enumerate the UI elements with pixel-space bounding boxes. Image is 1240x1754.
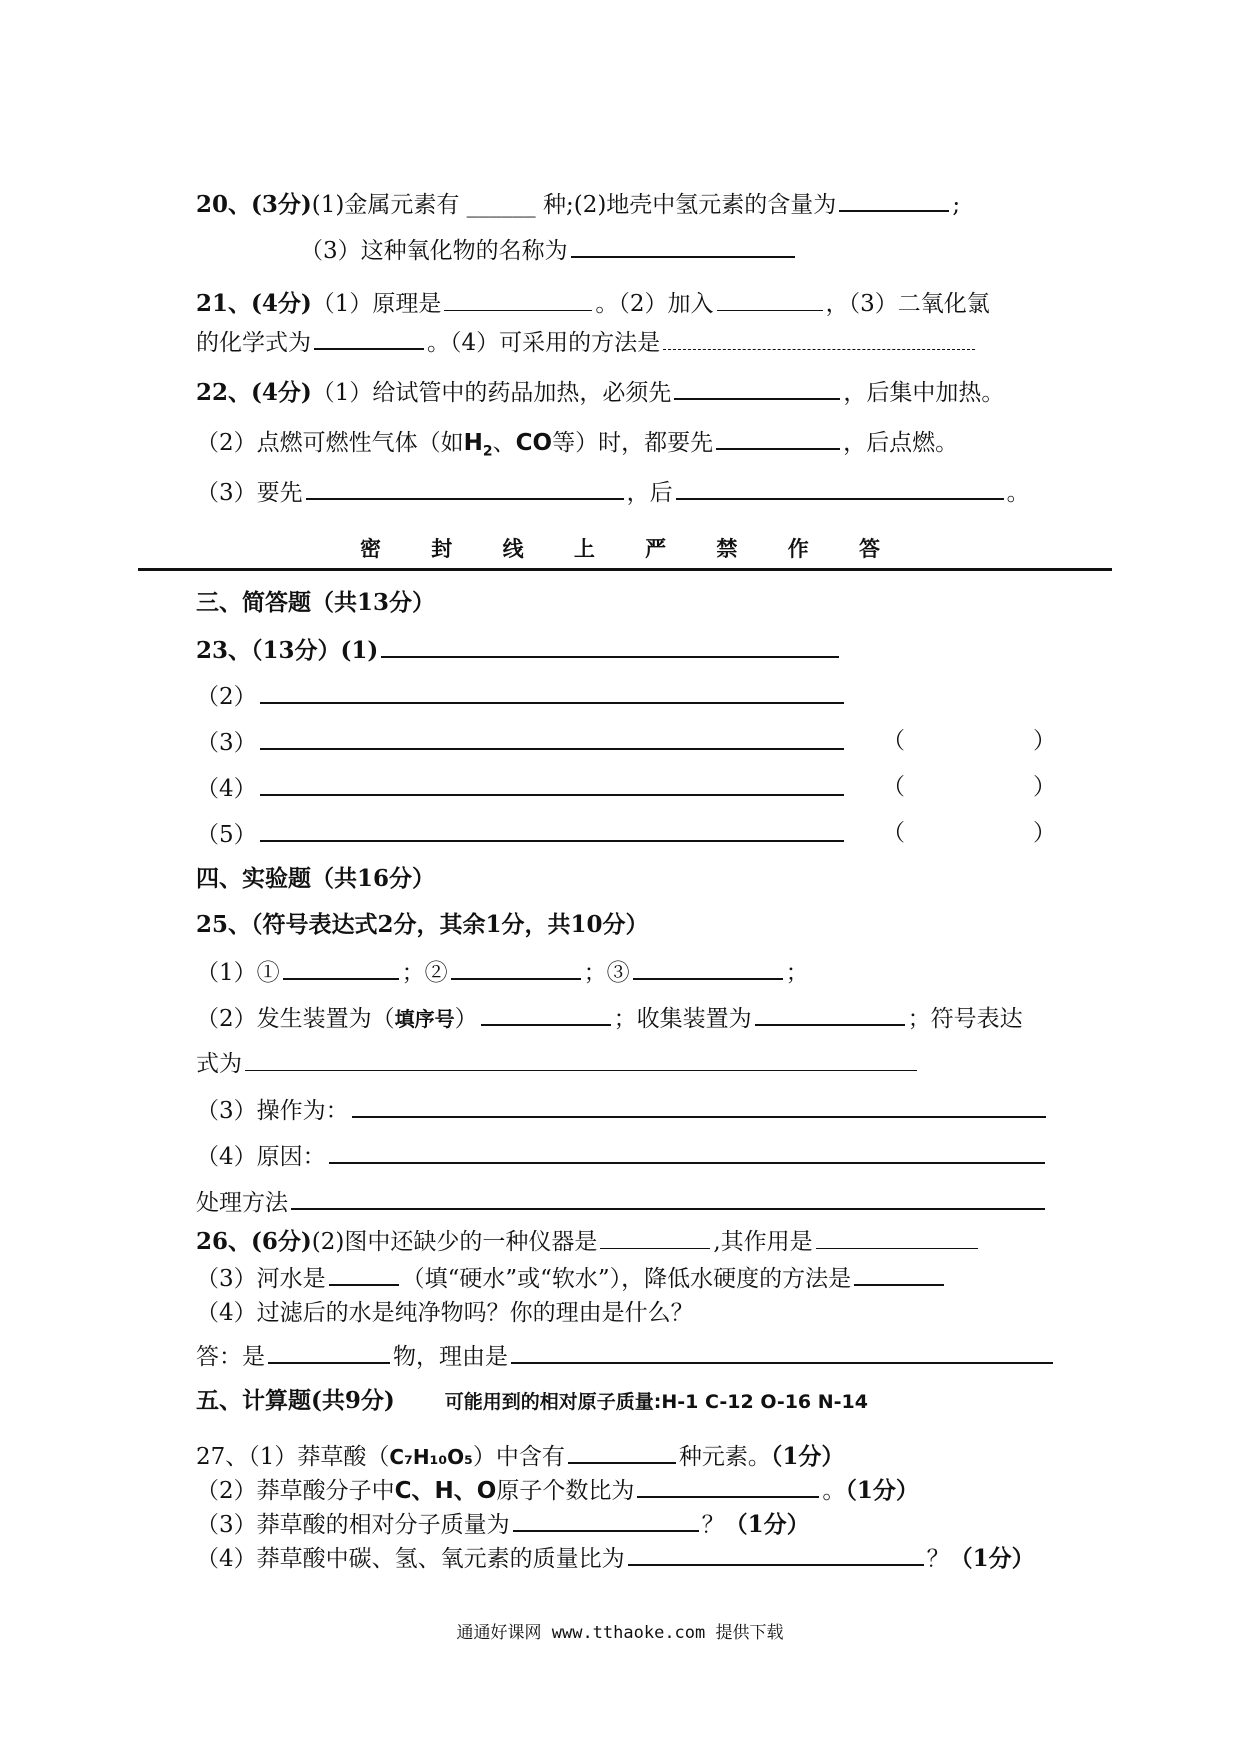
seal-char: 禁	[716, 537, 738, 561]
seal-char: 线	[502, 537, 524, 561]
question-text: ，后点燃。	[843, 430, 959, 456]
formula-shikimic-acid: C₇H₁₀O₅	[389, 1445, 473, 1469]
question-number: 26、(6分)	[196, 1228, 312, 1255]
item-label: ；②	[401, 960, 448, 986]
answer-paren[interactable]: （ ）	[882, 774, 1056, 800]
seal-char: 严	[645, 537, 667, 561]
score-label: （1分）	[845, 1477, 919, 1504]
question-text: ,其作用是	[713, 1229, 813, 1255]
answer-blank[interactable]	[663, 327, 975, 350]
atom-symbols: C、H、O	[394, 1478, 497, 1504]
answer-blank[interactable]	[381, 634, 839, 658]
answer-paren[interactable]: （ ）	[882, 728, 1056, 754]
question-25-line-3	[196, 1048, 920, 1079]
seal-char: 作	[787, 537, 809, 561]
question-27-line-3	[196, 1508, 810, 1540]
question-text: 答：是	[196, 1344, 265, 1370]
seal-char: 封	[431, 537, 453, 561]
punctuation: 。	[822, 1478, 846, 1504]
answer-blank[interactable]	[568, 1440, 676, 1464]
question-text: （2）点燃可燃性气体（如	[196, 430, 464, 456]
question-text: 种元素。	[678, 1444, 771, 1470]
seal-char: 密	[360, 537, 381, 561]
question-text: （2）发生装置为（	[196, 1006, 395, 1032]
question-number: 20、(3分)	[196, 191, 312, 218]
answer-blank[interactable]	[260, 772, 844, 796]
item-label: （1）①	[196, 960, 280, 986]
question-27-line-4	[196, 1542, 1035, 1574]
question-25-header: 25、（符号表达式2分，其余1分，共10分）	[196, 911, 649, 938]
question-23-line-2	[196, 680, 847, 712]
question-text: 等）时，都要先	[552, 430, 714, 456]
question-text: （3）莽草酸的相对分子质量为	[196, 1512, 510, 1538]
question-20-line-2	[300, 234, 798, 266]
question-27-line-2	[196, 1474, 919, 1506]
question-text: ；符号表达	[907, 1006, 1023, 1032]
question-text: （4）莽草酸中碳、氢、氧元素的质量比为	[196, 1546, 625, 1572]
question-25-line-2	[196, 1002, 1023, 1034]
answer-blank[interactable]	[245, 1048, 917, 1071]
score-label: （1分）	[949, 1545, 1035, 1572]
emphasis-text: 填序号	[394, 1007, 455, 1031]
footer-download-note: 通通好课网 www.tthaoke.com 提供下载	[456, 1623, 784, 1643]
formula-h2: $H_2$	[463, 430, 493, 460]
seal-divider	[138, 568, 1112, 571]
seal-char: 答	[858, 537, 880, 561]
question-text: 式为	[196, 1051, 242, 1077]
answer-blank[interactable]	[444, 288, 592, 311]
question-text: ；收集装置为	[613, 1006, 752, 1032]
question-23-line-4	[196, 772, 847, 804]
separator: 、	[492, 430, 516, 456]
question-23-line-5	[196, 818, 847, 850]
formula-co: CO	[515, 430, 553, 456]
question-text: (2)图中还缺少的一种仪器是	[311, 1229, 598, 1255]
item-label: （5）	[196, 822, 257, 848]
score-label: （1分）	[770, 1443, 845, 1470]
answer-blank[interactable]	[268, 1340, 390, 1364]
question-number: 23、（13分）(1)	[196, 637, 379, 664]
answer-blank[interactable]	[511, 1340, 1053, 1364]
answer-blank[interactable]	[571, 234, 795, 258]
question-26-line-3: （4）过滤后的水是纯净物吗？你的理由是什么？	[196, 1300, 694, 1326]
question-text: ）	[454, 1006, 478, 1032]
question-text: 处理方法	[196, 1190, 288, 1216]
question-text: （1）原理是	[311, 291, 442, 317]
answer-blank[interactable]	[717, 288, 823, 311]
seal-line-text	[360, 533, 880, 563]
question-22-line-2	[196, 426, 958, 467]
question-21-line-2	[196, 326, 978, 358]
question-25-line-1	[196, 956, 809, 988]
answer-blank[interactable]	[628, 1542, 924, 1566]
answer-blank[interactable]	[637, 1474, 819, 1498]
item-label: ；③	[583, 960, 630, 986]
answer-blank[interactable]	[676, 476, 1004, 500]
score-label: （1分）	[724, 1511, 810, 1538]
question-25-line-5	[196, 1140, 1048, 1172]
answer-blank[interactable]	[854, 1262, 944, 1286]
answer-blank[interactable]	[451, 956, 581, 980]
question-text: 。	[1006, 480, 1030, 506]
atomic-masses-note: 可能用到的相对原子质量:H-1 C-12 O-16 N-14	[444, 1391, 868, 1413]
answer-blank[interactable]	[839, 188, 949, 212]
question-text: （2）莽草酸分子中	[196, 1478, 395, 1504]
question-26-line-1	[196, 1226, 981, 1257]
question-text: ，后集中加热。	[843, 380, 1005, 406]
question-text: （3）河水是	[196, 1266, 326, 1292]
answer-blank[interactable]	[306, 476, 624, 500]
answer-blank[interactable]	[755, 1002, 905, 1026]
answer-blank[interactable]	[352, 1094, 1046, 1118]
section-5-header	[196, 1386, 868, 1417]
question-22-line-1	[196, 376, 1004, 408]
question-text: 原子个数比为	[496, 1478, 635, 1504]
question-text: 物，理由是	[393, 1344, 508, 1370]
question-text: ，后	[626, 480, 673, 506]
answer-blank[interactable]	[260, 680, 844, 704]
question-text: 。（4）可采用的方法是	[427, 330, 661, 356]
question-text: （3）这种氧化物的名称为	[300, 238, 568, 264]
answer-blank[interactable]	[260, 726, 844, 750]
answer-blank[interactable]	[329, 1262, 399, 1286]
punctuation: ;	[952, 192, 961, 218]
punctuation: ；	[785, 960, 809, 986]
answer-paren[interactable]: （ ）	[882, 820, 1056, 846]
seal-char: 上	[573, 537, 595, 561]
question-26-line-2	[196, 1262, 947, 1294]
question-22-line-3	[196, 476, 1030, 508]
answer-blank[interactable]	[260, 818, 844, 842]
answer-blank[interactable]	[329, 1140, 1045, 1164]
item-label: （2）	[196, 684, 257, 710]
section-3-title: 三、简答题（共13分）	[196, 589, 436, 616]
question-text: (1)金属元素有 ______ 种;(2)地壳中氢元素的含量为	[311, 192, 837, 218]
answer-blank[interactable]	[314, 326, 424, 350]
answer-blank[interactable]	[291, 1186, 1045, 1210]
question-25-line-6	[196, 1186, 1048, 1218]
question-text: （1）给试管中的药品加热，必须先	[311, 380, 672, 406]
question-number: 21、(4分)	[196, 290, 312, 317]
section-4-title: 四、实验题（共16分）	[196, 865, 436, 892]
answer-blank[interactable]	[481, 1002, 611, 1026]
answer-blank[interactable]	[283, 956, 399, 980]
question-text: （4）原因：	[196, 1144, 326, 1170]
answer-blank[interactable]	[816, 1226, 978, 1249]
answer-blank[interactable]	[674, 376, 840, 400]
answer-blank[interactable]	[633, 956, 783, 980]
question-23-line-1	[196, 634, 842, 666]
question-text: ）中含有	[472, 1444, 565, 1470]
question-text: （3）操作为：	[196, 1098, 349, 1124]
question-26-line-4	[196, 1340, 1056, 1372]
question-27-line-1	[196, 1440, 844, 1472]
question-21-line-1	[196, 288, 990, 319]
question-text: 27、（1）莽草酸（	[196, 1444, 390, 1470]
question-text: （填“硬水”或“软水”），降低水硬度的方法是	[401, 1266, 852, 1292]
answer-blank[interactable]	[600, 1226, 710, 1249]
question-20-line-1	[196, 188, 960, 220]
item-label: （3）	[196, 730, 257, 756]
question-text: 的化学式为	[196, 330, 311, 356]
question-23-line-3	[196, 726, 847, 758]
punctuation: ？	[701, 1512, 725, 1538]
item-label: （4）	[196, 776, 257, 802]
question-25-line-4	[196, 1094, 1049, 1126]
answer-blank[interactable]	[716, 426, 840, 450]
punctuation: ？	[926, 1546, 950, 1572]
answer-blank[interactable]	[513, 1508, 699, 1532]
question-text: 。（2）加入	[595, 291, 714, 317]
question-text: （3）要先	[196, 480, 303, 506]
question-text: ，（3）二氧化氯	[825, 291, 990, 317]
question-number: 22、(4分)	[196, 379, 312, 406]
section-5-title: 五、计算题(共9分)	[196, 1387, 395, 1414]
